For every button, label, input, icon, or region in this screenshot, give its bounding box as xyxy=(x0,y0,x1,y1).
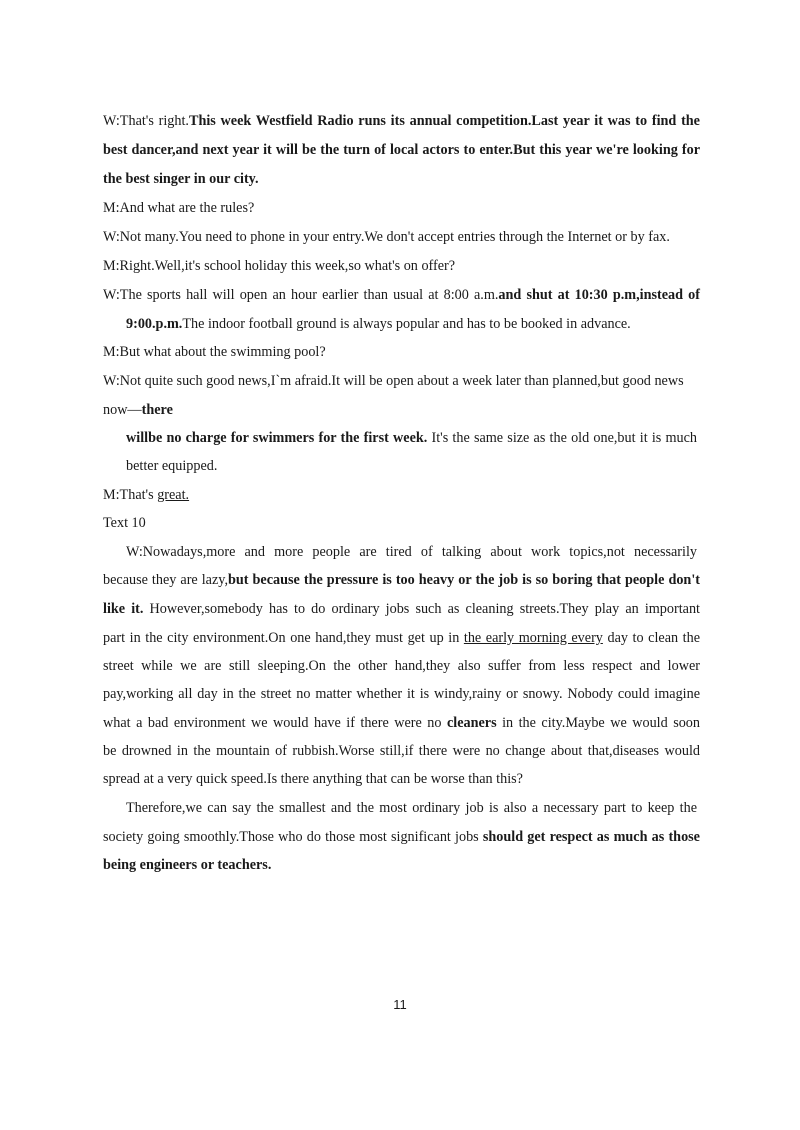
dialogue-line xyxy=(103,342,700,362)
line-text: society going smoothly.Those who do those most significant jobs xyxy=(103,829,483,845)
line-text: It's the same size as the old one,but it is much xyxy=(427,430,697,446)
section-heading xyxy=(103,513,700,533)
line-text: spread at a very quick speed.Is there anything that can be worse than this? xyxy=(103,771,523,787)
bold-text: like it. xyxy=(103,601,144,617)
dialogue-line xyxy=(126,456,697,476)
bold-text: the best singer in our city. xyxy=(103,171,259,187)
bold-text: This week Westfield Radio runs its annual competition.Last year it was to find the xyxy=(188,113,700,129)
line-text: M:But what about the swimming pool? xyxy=(103,344,326,360)
line-text: day to clean the xyxy=(602,630,700,646)
line-text: M:Right.Well,it's school holiday this week,so what's on offer? xyxy=(103,258,456,274)
underlined-text: the early morning every xyxy=(463,630,603,646)
line-text: W:Nowadays,more and more people are tired of talking about work topics,not necessarily xyxy=(126,544,697,560)
paragraph-line xyxy=(126,798,697,818)
dialogue-line xyxy=(103,140,700,160)
dialogue-line xyxy=(103,371,700,391)
paragraph-line xyxy=(103,827,700,847)
line-text: M:And what are the rules? xyxy=(103,200,255,216)
bold-text: and shut at 10:30 p.m,instead of xyxy=(498,287,700,303)
paragraph-line xyxy=(103,628,700,648)
paragraph-line xyxy=(103,769,700,789)
underlined-text: great. xyxy=(157,487,190,503)
bold-text: but because the pressure is too heavy or the job is so boring that people don't xyxy=(228,572,700,588)
line-text: M:That's xyxy=(103,487,158,503)
paragraph-line xyxy=(103,741,700,761)
line-text: However,somebody has to do ordinary jobs such as cleaning streets.They play an important xyxy=(143,601,700,617)
line-text: W:That's right. xyxy=(103,113,189,129)
bold-text: 9:00.p.m. xyxy=(126,316,183,332)
dialogue-line xyxy=(103,400,700,420)
dialogue-line xyxy=(103,485,700,505)
dialogue-line xyxy=(103,198,700,218)
paragraph-line xyxy=(126,542,697,562)
paragraph-line xyxy=(103,713,700,733)
dialogue-line xyxy=(126,428,697,448)
dialogue-line xyxy=(103,285,700,305)
line-text: W:Not quite such good news,I`m afraid.It will be open about a week later than planned,but good news xyxy=(103,373,684,389)
line-text: be drowned in the mountain of rubbish.Worse still,if there were no change about that,diseases would xyxy=(103,743,700,759)
line-text: pay,working all day in the street no matter whether it is windy,rainy or snowy. Nobody could imagine xyxy=(103,686,700,702)
dialogue-line xyxy=(103,227,700,247)
line-text: what a bad environment we would have if there were no xyxy=(103,715,447,731)
bold-text: there xyxy=(141,402,173,418)
line-text: in the city.Maybe we would soon xyxy=(496,715,700,731)
line-text: now— xyxy=(103,402,142,418)
dialogue-line xyxy=(126,314,697,334)
line-text: W:The sports hall will open an hour earlier than usual at 8:00 a.m. xyxy=(103,287,499,303)
line-text: Therefore,we can say the smallest and the most ordinary job is also a necessary part to keep the xyxy=(126,800,697,816)
line-text: because they are lazy, xyxy=(103,572,228,588)
line-text: street while we are still sleeping.On the other hand,they also suffer from less respect and lower xyxy=(103,658,700,674)
page-number: 11 xyxy=(393,997,407,1012)
line-text: part in the city environment.On one hand,they must get up in xyxy=(103,630,464,646)
dialogue-line xyxy=(103,111,700,131)
heading-text: Text 10 xyxy=(103,515,146,531)
line-text: The indoor football ground is always popular and has to be booked in advance. xyxy=(182,316,631,332)
bold-text: being engineers or teachers. xyxy=(103,857,272,873)
paragraph-line xyxy=(103,570,700,590)
dialogue-line xyxy=(103,256,700,276)
bold-text: willbe no charge for swimmers for the first week. xyxy=(126,430,428,446)
bold-text: best dancer,and next year it will be the turn of local actors to enter.But this year we're looking for xyxy=(103,142,700,158)
dialogue-line xyxy=(103,169,700,189)
bold-text: cleaners xyxy=(446,715,497,731)
paragraph-line xyxy=(103,599,700,619)
paragraph-line xyxy=(103,855,700,875)
bold-text: should get respect as much as those xyxy=(482,829,700,845)
line-text: W:Not many.You need to phone in your entry.We don't accept entries through the Internet or by fax. xyxy=(103,229,670,245)
line-text: better equipped. xyxy=(126,458,218,474)
paragraph-line xyxy=(103,656,700,676)
paragraph-line xyxy=(103,684,700,704)
